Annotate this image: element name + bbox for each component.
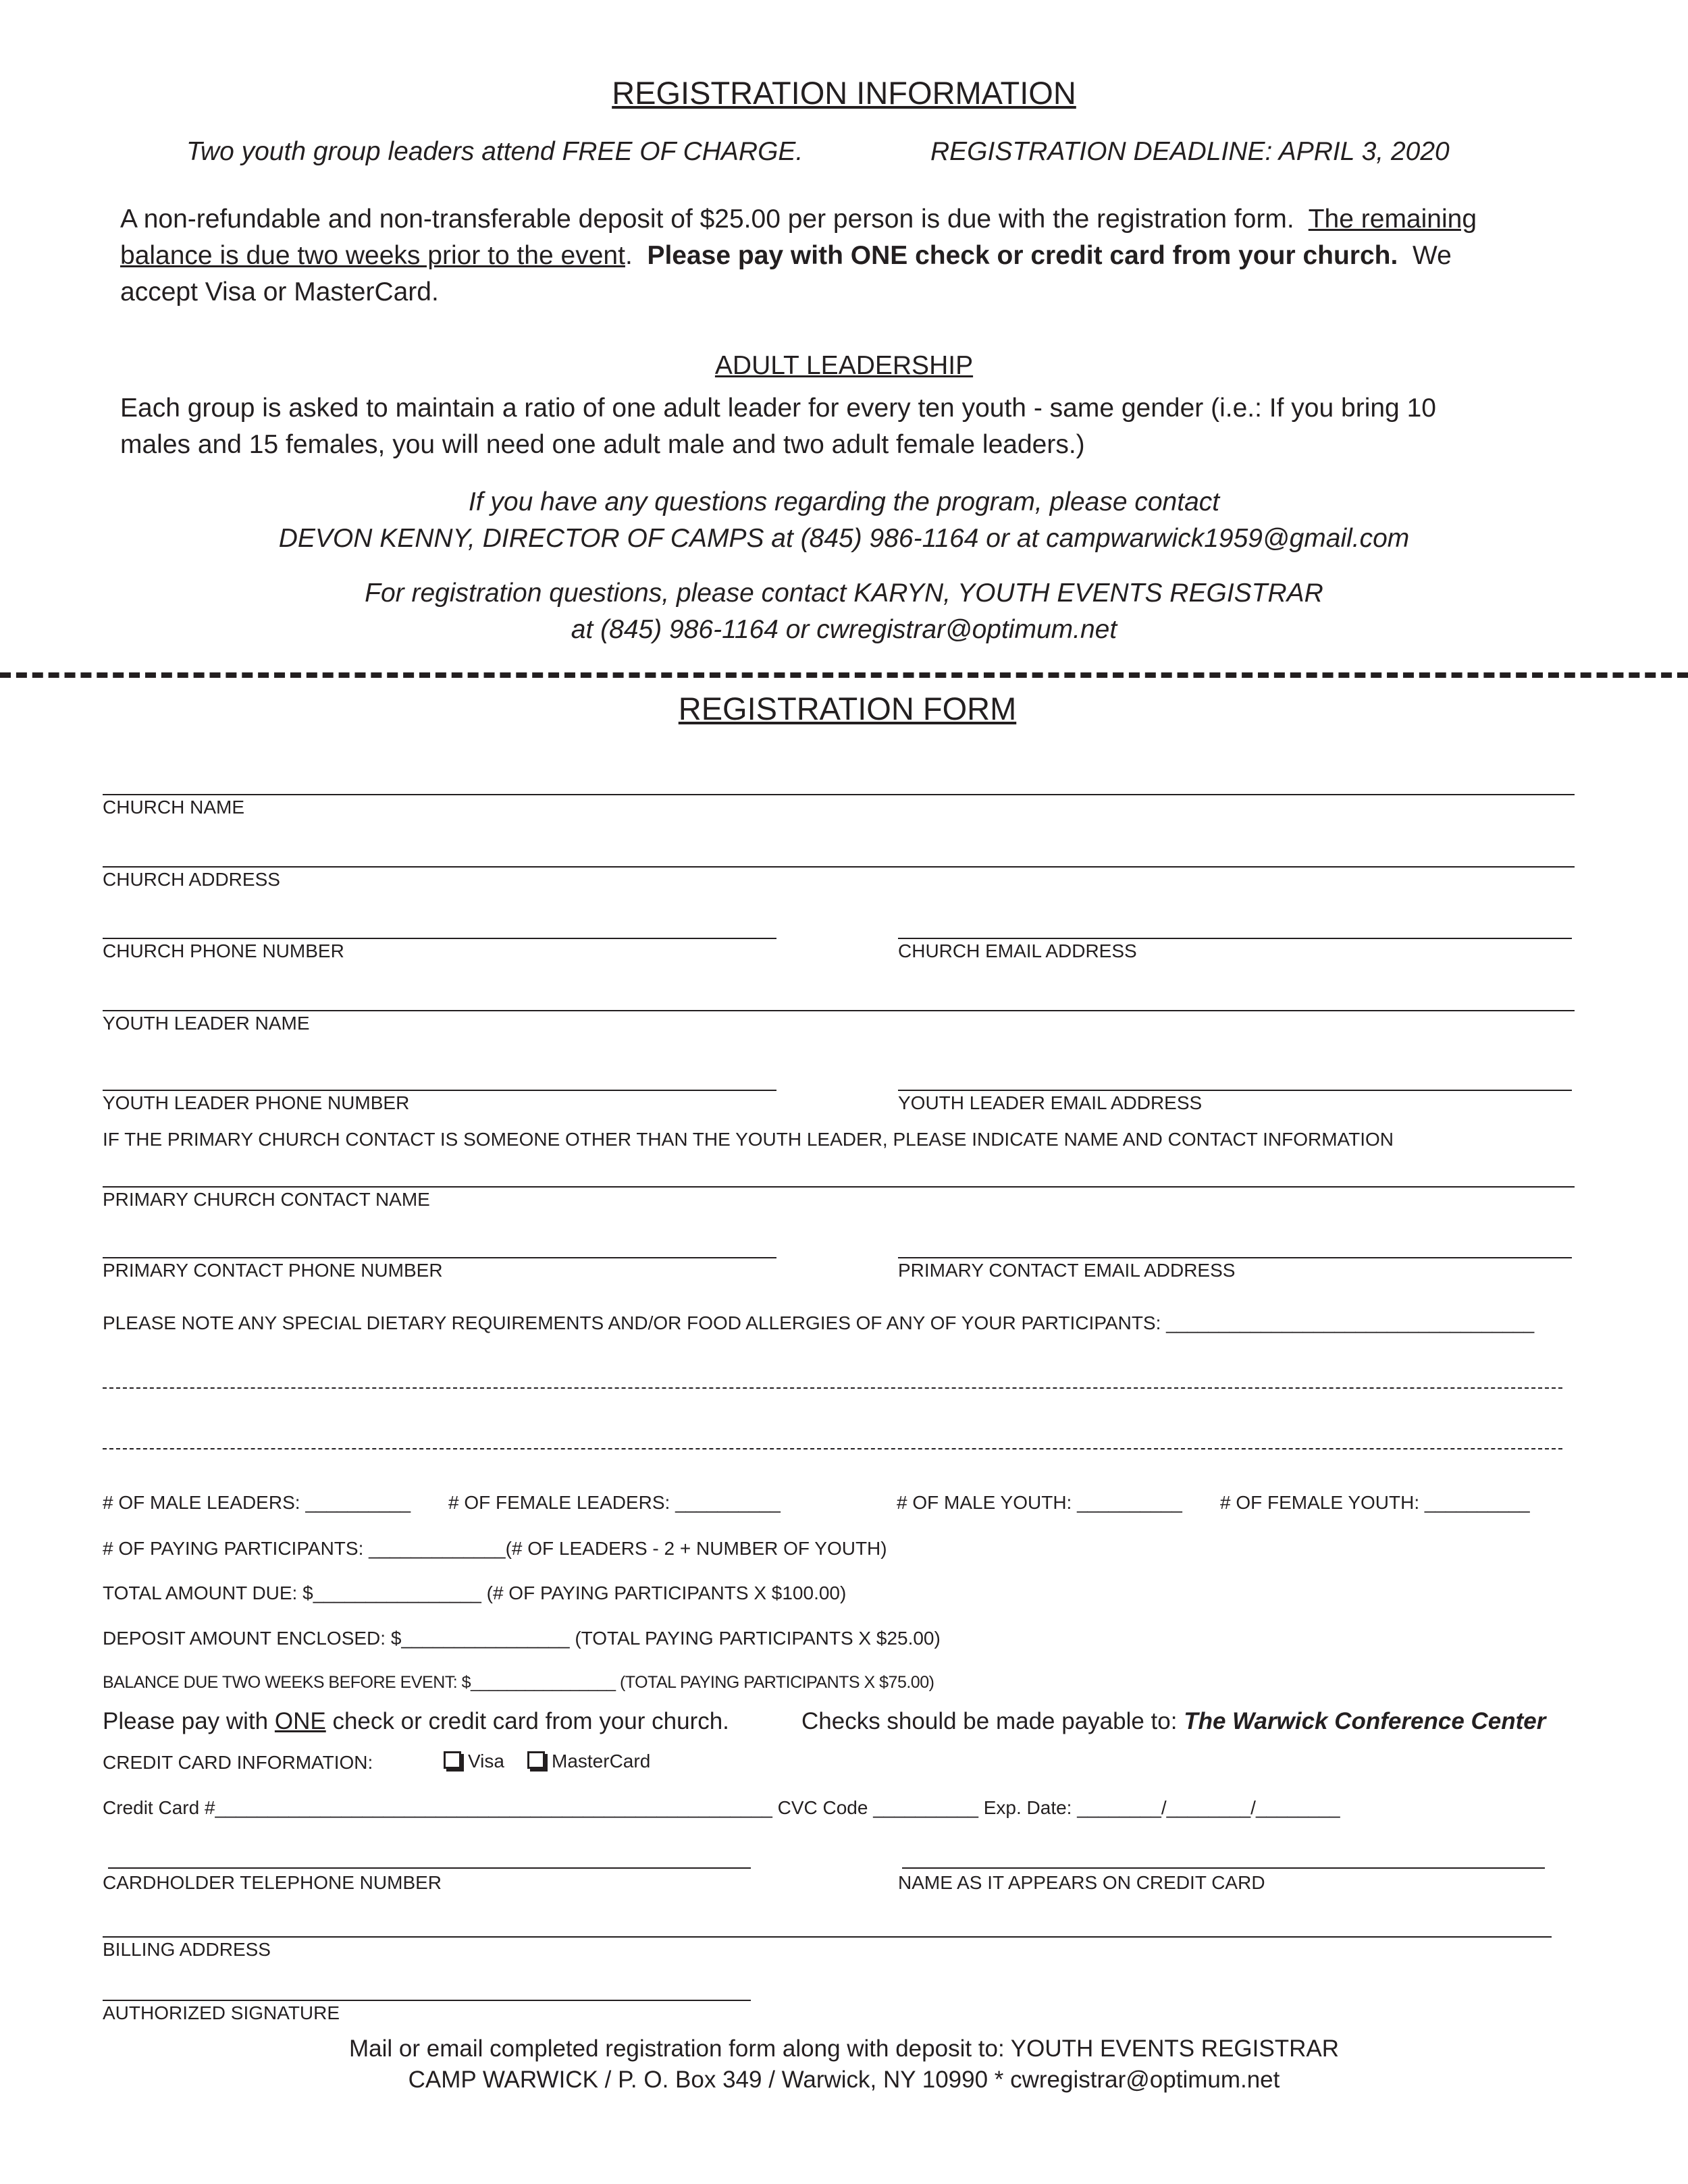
authorized-signature-field[interactable] (103, 2000, 751, 2001)
primary-contact-phone-field[interactable] (103, 1257, 776, 1258)
credit-card-number-field[interactable]: Credit Card #_____________________________________________________ CVC Code __________ Exp. Date: ________/________/________ (103, 1797, 1340, 1818)
primary-contact-email-field[interactable] (898, 1257, 1572, 1258)
deposit-we: We (1413, 241, 1452, 270)
cardholder-phone-field[interactable] (108, 1867, 751, 1869)
adult-line-1: Each group is asked to maintain a ratio of one adult leader for every ten youth - same gender (i.e.: If you bring 10 (120, 394, 1436, 423)
name-on-card-field[interactable] (902, 1867, 1545, 1869)
checks-pre: Checks should be made payable to: (801, 1708, 1178, 1734)
visa-label: Visa (468, 1751, 504, 1772)
free-leaders-note: Two youth group leaders attend FREE OF CHARGE. (186, 137, 803, 166)
balance-due-field[interactable]: BALANCE DUE TWO WEEKS BEFORE EVENT: $________________ (TOTAL PAYING PARTICIPANTS X $75.00) (103, 1673, 934, 1692)
registrar-line-1: For registration questions, please contact KARYN, YOUTH EVENTS REGISTRAR (365, 579, 1323, 608)
youth-leader-email-field[interactable] (898, 1090, 1572, 1091)
male-youth-field[interactable]: # OF MALE YOUTH: __________ (897, 1492, 1182, 1513)
mastercard-option[interactable] (527, 1751, 650, 1772)
deposit-text: A non-refundable and non-transferable deposit of $25.00 per person is due with the registration form. (120, 205, 1294, 234)
registrar-line-2: at (845) 986-1164 or cwregistrar@optimum.net (571, 615, 1117, 644)
mail-line-1: Mail or email completed registration form along with deposit to: YOUTH EVENTS REGISTRAR (349, 2035, 1339, 2062)
primary-contact-name-label: PRIMARY CHURCH CONTACT NAME (103, 1189, 430, 1210)
adult-leadership-title: ADULT LEADERSHIP (714, 351, 974, 380)
info-title: REGISTRATION INFORMATION (612, 75, 1076, 111)
youth-leader-phone-label: YOUTH LEADER PHONE NUMBER (103, 1092, 410, 1113)
church-email-field[interactable] (898, 938, 1572, 939)
visa-option[interactable] (444, 1751, 504, 1772)
church-email-label: CHURCH EMAIL ADDRESS (898, 940, 1137, 961)
mail-instructions (0, 2033, 1688, 2096)
dietary-requirements-field[interactable]: PLEASE NOTE ANY SPECIAL DIETARY REQUIREMENTS AND/OR FOOD ALLERGIES OF ANY OF YOUR PARTICIPANTS: ___________________________________ (103, 1312, 1535, 1333)
youth-leader-phone-field[interactable] (103, 1090, 776, 1091)
pay-post: check or credit card from your church. (332, 1708, 729, 1734)
authorized-signature-label: AUTHORIZED SIGNATURE (103, 2002, 340, 2023)
questions-contact (0, 484, 1688, 557)
registration-deadline: REGISTRATION DEADLINE: APRIL 3, 2020 (930, 137, 1450, 166)
dietary-line-2[interactable] (103, 1448, 1562, 1449)
primary-contact-phone-label: PRIMARY CONTACT PHONE NUMBER (103, 1260, 443, 1281)
female-leaders-field[interactable]: # OF FEMALE LEADERS: __________ (448, 1492, 781, 1513)
paying-participants-field[interactable]: # OF PAYING PARTICIPANTS: _____________(# OF LEADERS - 2 + NUMBER OF YOUTH) (103, 1538, 887, 1559)
deposit-underline-1: The remaining (1308, 205, 1477, 234)
church-address-label: CHURCH ADDRESS (103, 869, 280, 890)
pay-one: ONE (274, 1708, 326, 1734)
deposit-underline-2: balance is due two weeks prior to the event (120, 241, 625, 270)
primary-contact-note: IF THE PRIMARY CHURCH CONTACT IS SOMEONE OTHER THAN THE YOUTH LEADER, PLEASE INDICATE NAME AND CONTACT INFORMATION (103, 1129, 1394, 1150)
mastercard-label: MasterCard (552, 1751, 651, 1772)
pay-pre: Please pay with (103, 1708, 269, 1734)
billing-address-field[interactable] (103, 1936, 1552, 1938)
deposit-line-3: accept Visa or MasterCard. (120, 277, 439, 307)
total-amount-due-field[interactable]: TOTAL AMOUNT DUE: $________________ (# OF PAYING PARTICIPANTS X $100.00) (103, 1582, 847, 1603)
registration-contact (0, 575, 1688, 648)
church-phone-field[interactable] (103, 938, 776, 939)
youth-leader-name-label: YOUTH LEADER NAME (103, 1013, 310, 1034)
name-on-card-label: NAME AS IT APPEARS ON CREDIT CARD (898, 1872, 1265, 1893)
youth-leader-email-label: YOUTH LEADER EMAIL ADDRESS (898, 1092, 1203, 1113)
male-leaders-field[interactable]: # OF MALE LEADERS: __________ (103, 1492, 411, 1513)
deposit-bold: Please pay with ONE check or credit card from your church. (647, 241, 1398, 270)
dietary-line-1[interactable] (103, 1387, 1562, 1389)
church-name-label: CHURCH NAME (103, 797, 244, 818)
adult-line-2: males and 15 females, you will need one adult male and two adult female leaders.) (120, 430, 1085, 459)
deposit-enclosed-field[interactable]: DEPOSIT AMOUNT ENCLOSED: $________________ (TOTAL PAYING PARTICIPANTS X $25.00) (103, 1628, 941, 1649)
questions-line-1: If you have any questions regarding the program, please contact (468, 487, 1220, 516)
adult-leadership-paragraph (120, 390, 1606, 463)
primary-contact-email-label: PRIMARY CONTACT EMAIL ADDRESS (898, 1260, 1236, 1281)
credit-card-info-label: CREDIT CARD INFORMATION: (103, 1752, 373, 1773)
billing-address-label: BILLING ADDRESS (103, 1939, 271, 1960)
mastercard-checkbox[interactable] (527, 1751, 545, 1769)
church-address-field[interactable] (103, 866, 1575, 868)
church-name-field[interactable] (103, 794, 1575, 795)
cut-line-divider (0, 672, 1688, 678)
mail-line-2: CAMP WARWICK / P. O. Box 349 / Warwick, NY 10990 * cwregistrar@optimum.net (408, 2067, 1280, 2093)
female-youth-field[interactable]: # OF FEMALE YOUTH: __________ (1220, 1492, 1530, 1513)
visa-checkbox[interactable] (444, 1751, 461, 1769)
pay-instruction (103, 1708, 729, 1735)
primary-contact-name-field[interactable] (103, 1186, 1575, 1188)
checks-payee: The Warwick Conference Center (1184, 1708, 1546, 1734)
youth-leader-name-field[interactable] (103, 1010, 1575, 1011)
cardholder-phone-label: CARDHOLDER TELEPHONE NUMBER (103, 1872, 442, 1893)
checks-payable (801, 1708, 1546, 1735)
church-phone-label: CHURCH PHONE NUMBER (103, 940, 344, 961)
form-title: REGISTRATION FORM (678, 691, 1017, 726)
deposit-paragraph: A non-refundable and non-transferable deposit of $25.00 per person is due with the registration form. The remaining balance is due two weeks prior to the event. Please pay with ONE check or credit card from your church. We accept Visa or MasterCard. (120, 201, 1572, 311)
questions-line-2: DEVON KENNY, DIRECTOR OF CAMPS at (845) 986-1164 or at campwarwick1959@gmail.com (278, 524, 1410, 553)
